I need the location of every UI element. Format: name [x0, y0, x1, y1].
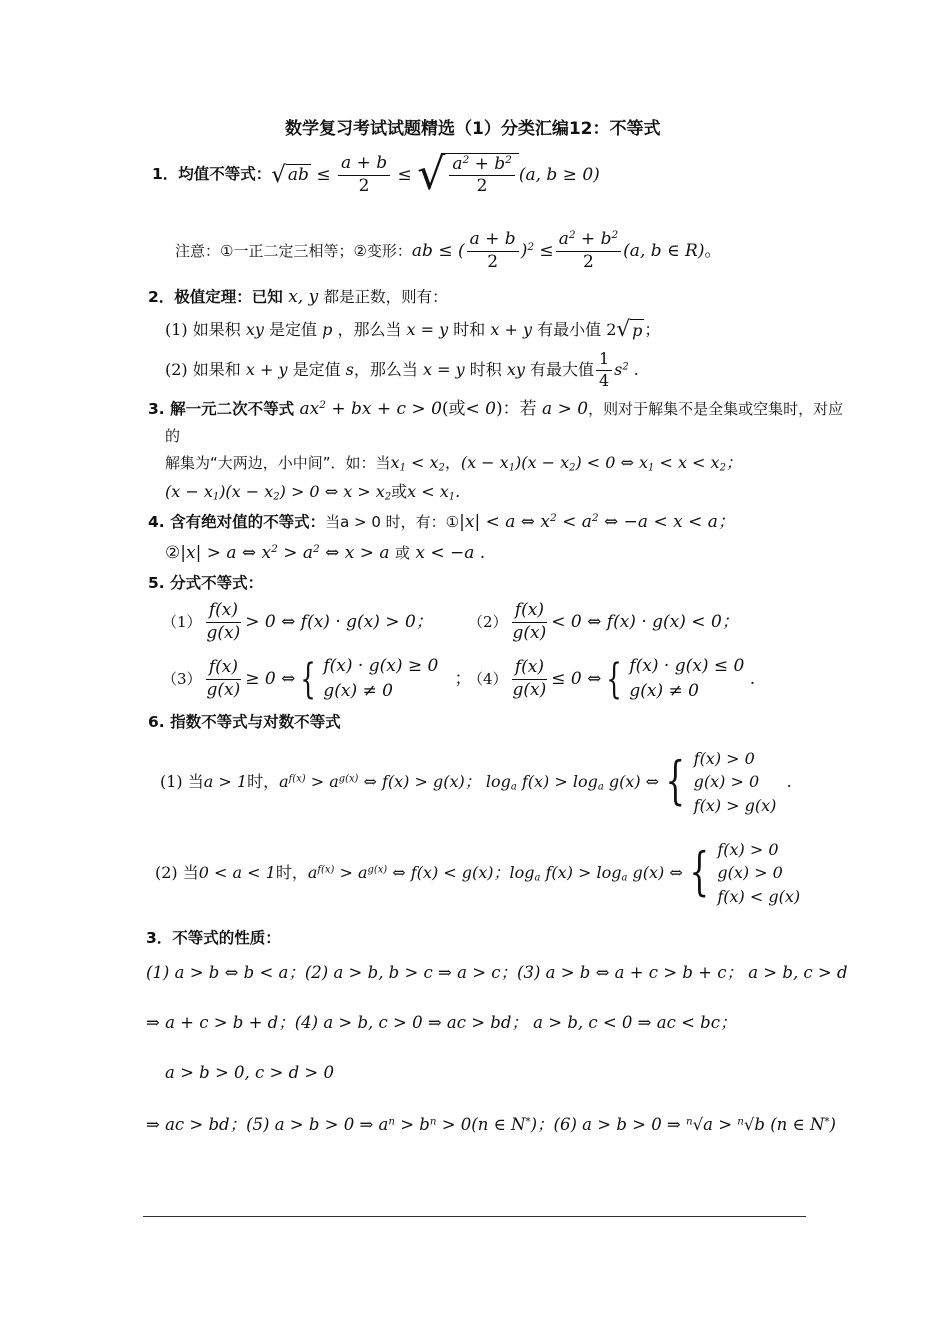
line3-b: ，: [444, 453, 461, 472]
section-4-c2: ②: [165, 543, 181, 563]
section-5-label: 5. 分式不等式：: [148, 574, 264, 592]
section-3-tail2: ，则对于解集不是全集或空集时，对应: [588, 400, 844, 418]
section-properties-label: 3．不等式的性质：: [146, 929, 281, 947]
section-1-label: 1．均值不等式：: [152, 165, 272, 184]
section-3-quadratic: 3. 解一元二次不等式 $ax^2$ + bx + c > 0(或< 0)：若 a > 0，则对于解集不是全集或空集时，对应: [148, 399, 844, 419]
property-line-4: ⇒ ac > bd；(5) a > b > 0 ⇒ $a^n > b^n > 0(n$ ∈ N*)；(6) a > b > 0 ⇒ $^n$√a > $^n$√b (n ∈ N*): [146, 1115, 836, 1134]
item1-c: ，那么当: [337, 320, 402, 339]
section-4-or: 或: [394, 544, 410, 562]
item1-e: 有最小值: [537, 320, 602, 339]
exp-log-case-1-a: (1) 当: [160, 772, 204, 791]
frac-ineq-1-num: （1）: [162, 612, 202, 631]
formula-quarter: $\frac{1}{4}$: [596, 350, 612, 390]
formula-sqrt-p: √ p: [616, 317, 643, 343]
property-line-2: ⇒ a + c > b + d；(4) a > b, c > 0 ⇒ ac > bd； a > b, c < 0 ⇒ ac < bc；: [146, 1013, 737, 1032]
page-title: 数学复习考试试题精选（1）分类汇编12：不等式: [285, 119, 661, 139]
formula-quadratic-mean: √ $\frac{a^2 + b^2}{2}$: [417, 153, 519, 197]
property-line-1: (1) a > b ⇔ b < a；(2) a > b, b > c ⇒ a > c；(3) a > b ⇔ a + c > b + c； a > b, c > d: [146, 963, 848, 982]
line4-or: 或: [391, 482, 408, 501]
frac-ineq-2-num: （2）: [468, 612, 508, 631]
frac-ineq-3-num: （3）: [162, 669, 202, 688]
section-4-cond: 当a > 0 时，有：①: [325, 513, 460, 531]
note-frac-squares: $\frac{a^2 + b^2}{2}$: [556, 230, 621, 272]
item1-b: 是定值: [269, 320, 318, 339]
item2-c: ，那么当: [353, 360, 418, 379]
section-4-label: 4. 含有绝对值的不等式：: [148, 513, 326, 531]
section-3-tail: )：若: [496, 399, 537, 419]
section-2-label-tail: 都是正数，则有：: [323, 288, 448, 306]
section-3-label: 3. 解一元二次不等式: [148, 400, 295, 418]
section-2-extremum: 2．极值定理：已知 x, y 都是正数，则有：: [148, 287, 448, 307]
section-2-label: 2．极值定理：已知: [148, 288, 283, 306]
exp-log-case-1: (1) 当 a > 1 时， $a^{f(x)} > a^{g(x)}$ ⇔ f(x) > g(x)； $\log_a f(x) > \log_a g(x)$ ⇔ { f(x) > 0 g(x) > 0 f(x) > g(x) .: [160, 749, 792, 815]
frac-ineq-3: （3） $\frac{f(x)}{g(x)}$ ≥ 0 ⇔ { f(x) · g(x) ≥ 0 g(x) ≠ 0 ；: [162, 654, 472, 703]
item1-d: 时和: [453, 320, 486, 339]
section-4-line-2: ②|x| > a ⇔ $x^2 > a^2$ ⇔ x > a 或 x < −a .: [165, 543, 486, 563]
note-frac-mean: $\frac{a + b}{2}$: [467, 230, 519, 272]
formula-sqrt-ab: √ ab: [271, 161, 309, 188]
exp-log-case-2-b: 时，: [275, 863, 308, 882]
note-suffix: 。: [704, 240, 722, 261]
item2-e: 有最大值: [529, 360, 594, 379]
section-3-line-2: 的: [165, 427, 181, 445]
formula-arith-mean: $\frac{a + b}{2}$: [338, 154, 390, 196]
section-3-line-4: $(x - x_1)(x - x_2) > 0$ ⇔ $x > x_2$或$x < x_1$.: [165, 482, 461, 503]
footer-rule: [143, 1216, 806, 1217]
frac-ineq-1: （1） $\frac{f(x)}{g(x)}$ > 0 ⇔ f(x) · g(x) > 0；: [162, 599, 433, 643]
note-prefix: 注意：①一正二定三相等；②变形：: [175, 241, 412, 260]
item2-a: (2) 如果和: [165, 360, 241, 379]
section-4-absolute: 4. 含有绝对值的不等式：当a > 0 时，有：①|x| < a ⇔ $x^2 < a^2$ ⇔ −a < x < a；: [148, 512, 735, 532]
item2-d: 时积: [469, 360, 502, 379]
section-1-mean-inequality: 1．均值不等式： √ ab ≤ $\frac{a + b}{2}$ ≤ √ $\frac{a^2 + b^2}{2}$ (a, b ≥ 0): [152, 148, 600, 200]
exp-log-case-2: (2) 当 0 < a < 1 时， $a^{f(x)} > a^{g(x)}$ ⇔ f(x) < g(x)；$\log_a f(x) > \log_a g(x)$ ⇔ { f(x) > 0 g(x) > 0 f(x) < g(x): [155, 840, 801, 906]
property-line-3: a > b > 0, c > d > 0: [165, 1063, 334, 1082]
section-1-note: 注意：①一正二定三相等；②变形： ab ≤ ( $\frac{a + b}{2}$ )$^2$ ≤ $\frac{a^2 + b^2}{2}$ (a, b ∈ R) 。: [175, 228, 722, 272]
section-3-line-3: 解集为“大两边，小中间”．如：当$x_1 < x_2$，$(x - x_1)(x - x_2) < 0$ ⇔ $x_1 < x < x_2$；: [165, 453, 742, 474]
section-6-label: 6. 指数不等式与对数不等式: [148, 713, 341, 731]
line3-a: 解集为“大两边，小中间”．如：当: [165, 454, 391, 472]
frac-ineq-2: （2） $\frac{f(x)}{g(x)}$ < 0 ⇔ f(x) · g(x) < 0；: [468, 599, 739, 643]
frac-ineq-4: （4） $\frac{f(x)}{g(x)}$ ≤ 0 ⇔ { f(x) · g(x) ≤ 0 g(x) ≠ 0 .: [468, 654, 756, 703]
item1-f: ；: [644, 320, 661, 339]
exp-log-case-2-a: (2) 当: [155, 863, 199, 882]
item2-b: 是定值: [292, 360, 341, 379]
section-2-item-2: (2) 如果和 x + y 是定值 s ，那么当 x = y 时积 xy 有最大值 $\frac{1}{4}$ $s^2$ .: [165, 349, 639, 390]
exp-log-case-1-b: 时，: [247, 772, 280, 791]
section-3-mid: (或: [441, 399, 466, 419]
item1-a: (1) 如果积: [165, 320, 241, 339]
section-2-item-1: (1) 如果积 xy 是定值 p ，那么当 x = y 时和 x + y 有最小值 2 √ p ；: [165, 317, 661, 343]
frac-ineq-4-num: （4）: [468, 669, 508, 688]
